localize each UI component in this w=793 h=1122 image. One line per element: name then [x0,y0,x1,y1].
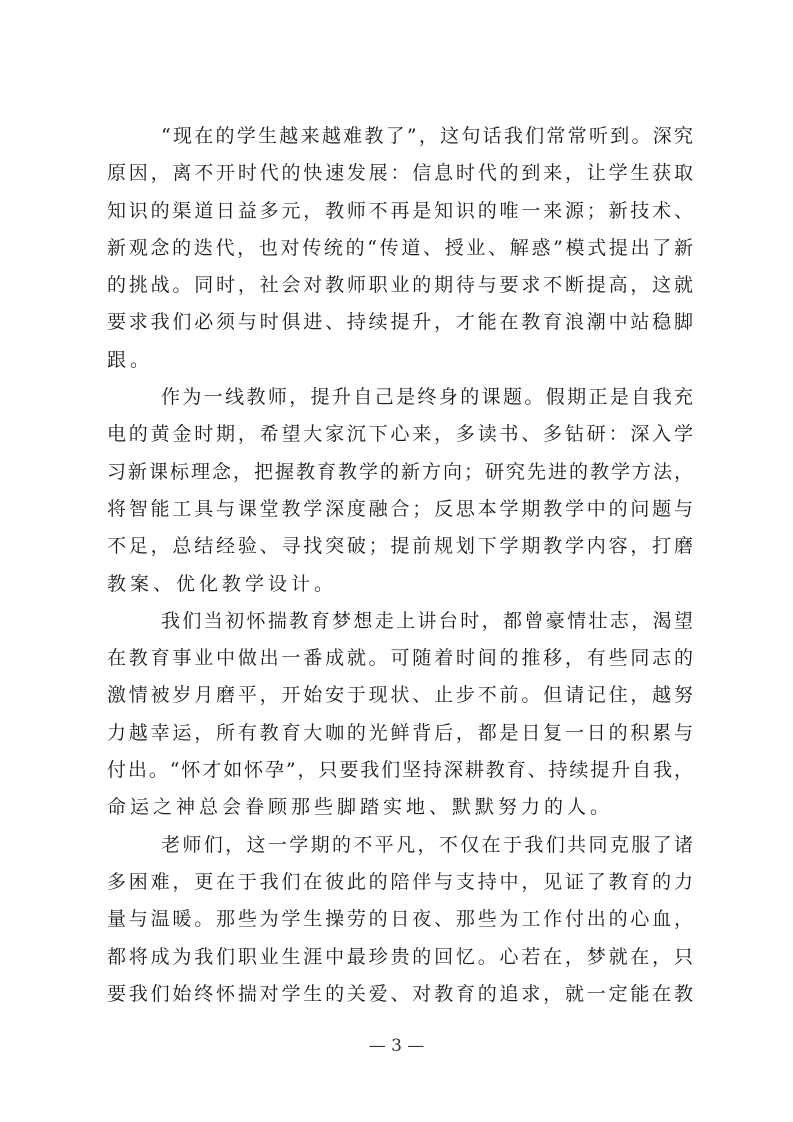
text-line: 原因，离不开时代的快速发展：信息时代的到来，让学生获取 [107,162,693,185]
text-line: 要求我们必须与时俱进、持续提升，才能在教育浪潮中站稳脚 [107,311,693,334]
text-line: 多困难，更在于我们在彼此的陪伴与支持中，见证了教育的力 [107,870,693,893]
paragraph [107,379,693,603]
text-line: 我们当初怀揣教育梦想走上讲台时，都曾豪情壮志，渴望 [161,609,693,632]
text-line: 的挑战。同时，社会对教师职业的期待与要求不断提高，这就 [107,274,693,297]
text-line: 知识的渠道日益多元，教师不再是知识的唯一来源；新技术、 [107,199,693,222]
text-line: 将智能工具与课堂教学深度融合；反思本学期教学中的问题与 [107,497,693,520]
text-line: 都将成为我们职业生涯中最珍贵的回忆。心若在，梦就在，只 [107,945,693,968]
text-line: 作为一线教师，提升自己是终身的课题。假期正是自我充 [161,386,693,409]
document-body [107,118,693,1013]
text-line: 跟。 [107,348,154,371]
text-line: 在教育事业中做出一番成就。可随着时间的推移，有些同志的 [107,647,693,670]
text-line: 量与温暖。那些为学生操劳的日夜、那些为工作付出的心血， [107,908,693,931]
paragraph [107,827,693,1013]
text-line: 激情被岁月磨平，开始安于现状、止步不前。但请记住，越努 [107,684,693,707]
text-line: 习新课标理念，把握教育教学的新方向；研究先进的教学方法， [107,460,693,483]
text-line: 电的黄金时期，希望大家沉下心来，多读书、多钻研：深入学 [107,423,693,446]
text-line: “现在的学生越来越难教了”，这句话我们常常听到。深究 [161,125,693,147]
text-line: 要我们始终怀揣对学生的关爱、对教育的追求，就一定能在教 [107,982,693,1005]
text-line: 不足，总结经验、寻找突破；提前规划下学期教学内容，打磨 [107,535,693,558]
text-line: 教案、优化教学设计。 [107,572,338,595]
text-line: 力越幸运，所有教育大咖的光鲜背后，都是日复一日的积累与 [107,721,693,744]
paragraph [107,603,693,827]
text-line: 老师们，这一学期的不平凡，不仅在于我们共同克服了诸 [161,833,693,856]
text-line: 新观念的迭代，也对传统的“传道、授业、解惑”模式提出了新 [107,236,693,259]
paragraph [107,118,693,379]
text-line: 付出。“怀才如怀孕”，只要我们坚持深耕教育、持续提升自我， [107,759,693,782]
text-line: 命运之神总会眷顾那些脚踏实地、默默努力的人。 [107,796,614,819]
page-number: — 3 — [368,1036,425,1056]
